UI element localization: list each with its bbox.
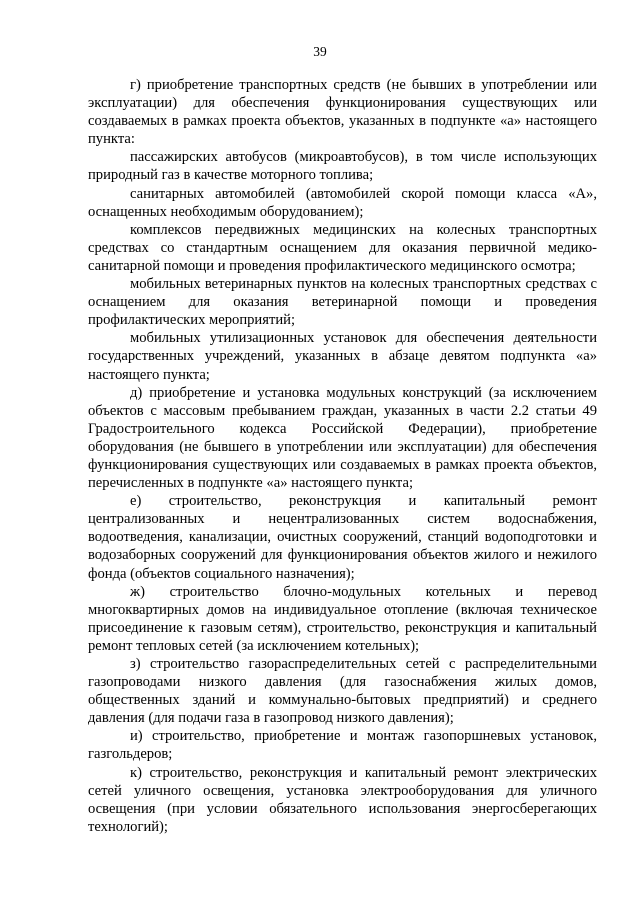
paragraph-g: г) приобретение транспортных средств (не бывших в употреблении или эксплуатации) для обеспечения функционирования существующих или создаваемых в рамках проекта объектов, указанных в подпункте «а» настоящего пункта: xyxy=(88,77,597,148)
paragraph-ambulances: санитарных автомобилей (автомобилей скорой помощи класса «А», оснащенных необходимым оборудованием); xyxy=(88,185,597,220)
paragraph-i: и) строительство, приобретение и монтаж газопоршневых установок, газгольдеров; xyxy=(88,728,597,763)
paragraph-d: д) приобретение и установка модульных конструкций (за исключением объектов с массовым пребыванием граждан, указанных в части 2.2 статьи 49 Градостроительного кодекса Российской Федерации), приобретение оборудования (не бывшего в употреблении или эксплуатации) для обеспечения функционирования существующих или создаваемых в рамках проекта объектов, перечисленных в подпункте «а» настоящего пункта; xyxy=(88,384,597,492)
document-body xyxy=(88,76,597,836)
paragraph-medical-complexes: комплексов передвижных медицинских на колесных транспортных средствах со стандартным оснащением для оказания первичной медико-санитарной помощи и проведения профилактического медицинского осмотра; xyxy=(88,221,597,274)
paragraph-e: е) строительство, реконструкция и капитальный ремонт централизованных и нецентрализованных систем водоснабжения, водоотведения, канализации, очистных сооружений, станций водоподготовки и водозаборных сооружений для функционирования объектов жилого и нежилого фонда (объектов социального назначения); xyxy=(88,493,597,582)
page-number: 39 xyxy=(313,44,327,59)
paragraph-k: к) строительство, реконструкция и капитальный ремонт электрических сетей уличного освещения, установка электрооборудования для уличного освещения (при условии обязательного использования энергосберегающих технологий); xyxy=(88,764,597,835)
paragraph-veterinary-points: мобильных ветеринарных пунктов на колесных транспортных средствах с оснащением для оказания ветеринарной помощи и проведения профилактических мероприятий; xyxy=(88,276,597,329)
paragraph-buses: пассажирских автобусов (микроавтобусов), в том числе использующих природный газ в качестве моторного топлива; xyxy=(88,149,597,184)
paragraph-disposal-units: мобильных утилизационных установок для обеспечения деятельности государственных учреждений, указанных в абзаце девятом подпункта «а» настоящего пункта; xyxy=(88,330,597,383)
paragraph-z: з) строительство газораспределительных сетей с распределительными газопроводами низкого давления (для газоснабжения жилых домов, общественных зданий и коммунально-бытовых предприятий) и среднего давления (для подачи газа в газопровод низкого давления); xyxy=(88,656,597,727)
paragraph-zh: ж) строительство блочно-модульных котельных и перевод многоквартирных домов на индивидуальное отопление (включая техническое присоединение к газовым сетям), строительство, реконструкция и капитальный ремонт тепловых сетей (за исключением котельных); xyxy=(88,583,597,654)
